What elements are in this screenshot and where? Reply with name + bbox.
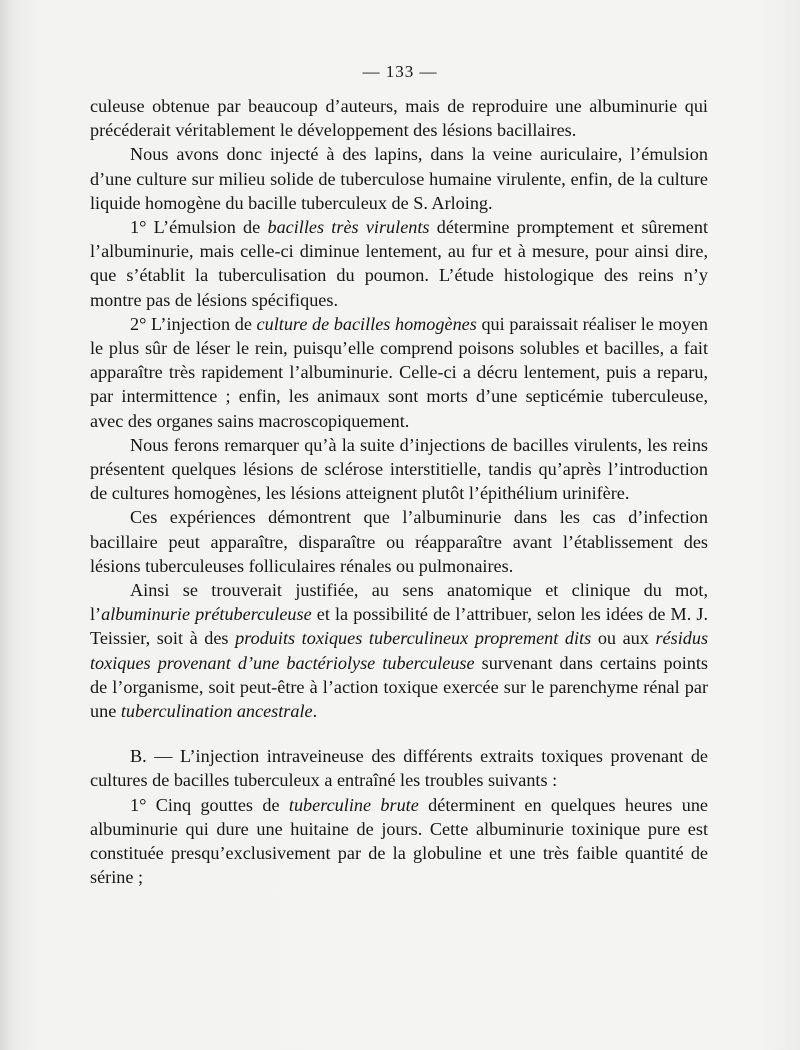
text-run: culeuse obtenue par beaucoup d’auteurs, mais de reproduire une albuminurie qui précéderait véritablement le développement des lésions bacillaires.	[90, 96, 708, 141]
text-run: Nous ferons remarquer qu’à la suite d’injections de bacilles virulents, les reins présentent quelques lésions de sclérose interstitielle, tandis qu’après l’introduction de cultures homogènes, les lésions atteignent plutôt l’épithélium urinifère.	[90, 434, 708, 504]
italic-run: produits toxiques tuberculineux proprement dits	[235, 628, 592, 649]
paragraph	[90, 433, 708, 506]
paragraph	[90, 744, 708, 792]
text-run: qui paraissait réaliser le moyen le plus sûr de léser le rein, puisqu’elle comprend poisons solubles et bacilles, a fait apparaître très rapidement l’albuminurie. Celle-ci a décru lentement, puis a reparu, par intermittence ; enfin, les animaux sont morts d’une septicémie tuberculeuse, avec des organes sains macroscopiquement.	[90, 313, 709, 431]
text-run: Nous avons donc injecté à des lapins, dans la veine auriculaire, l’émulsion d’une culture sur milieu solide de tuberculose humaine virulente, enfin, de la culture liquide homogène du bacille tuberculeux de S. Arloing.	[90, 144, 708, 213]
body-text	[90, 94, 708, 890]
text-run: Ces expériences démontrent que l’albuminurie dans les cas d’infection bacillaire peut apparaître, disparaître ou réapparaître avant l’établissement des lésions tuberculeuses folliculaires rénales ou pulmonaires.	[90, 507, 708, 576]
text-run: 1° L’émulsion de	[130, 217, 268, 238]
paragraph	[90, 793, 708, 890]
paragraph	[90, 312, 708, 433]
paragraph	[90, 578, 708, 723]
italic-run: tuberculine brute	[288, 794, 419, 815]
italic-run: bacilles très virulents	[267, 217, 430, 238]
text-run: détermine promptement et sûrement l’albuminurie, mais celle-ci diminue lentement, au fur et à mesure, pour ainsi dire, que s’établit la tuberculisation du poumon. L’étude histologique des reins n’y montre pas de lésions spécifiques.	[90, 217, 709, 310]
text-run: survenant dans certains points de l’organisme, soit peut-être à l’action toxique exercée sur le parenchyme rénal par une	[90, 652, 709, 722]
paragraph	[90, 142, 708, 215]
page-number: — 133 —	[362, 62, 438, 81]
text-run: déterminent en quelques heures une albuminurie qui dure une huitaine de jours. Cette albuminurie toxinique pure est constituée presqu’exclusivement par de la globuline et une très faible quantité de sérine ;	[90, 794, 708, 888]
italic-run: tuberculination ancestrale	[120, 701, 313, 722]
italic-run: culture de bacilles homogènes	[256, 313, 477, 334]
text-run: Ainsi se trouverait justifiée, au sens anatomique et clinique du mot, l’	[90, 580, 708, 625]
text-run: 2° L’injection de	[130, 313, 257, 334]
paragraph	[90, 215, 708, 312]
paragraph	[90, 505, 708, 578]
text-run: 1° Cinq gouttes de	[130, 794, 289, 815]
text-run: .	[312, 701, 318, 722]
italic-run: résidus toxiques provenant d’une bactériolyse tuberculeuse	[90, 628, 709, 673]
paragraph	[90, 94, 708, 142]
text-run: B. — L’injection intraveineuse des différents extraits toxiques provenant de cultures de bacilles tuberculeux a entraîné les troubles suivants :	[90, 746, 708, 791]
text-run: et la possibilité de l’attribuer, selon les idées de M. J. Teissier, soit à des	[90, 604, 708, 649]
text-run: ou aux	[591, 628, 656, 649]
italic-run: albuminurie prétuberculeuse	[101, 604, 312, 625]
